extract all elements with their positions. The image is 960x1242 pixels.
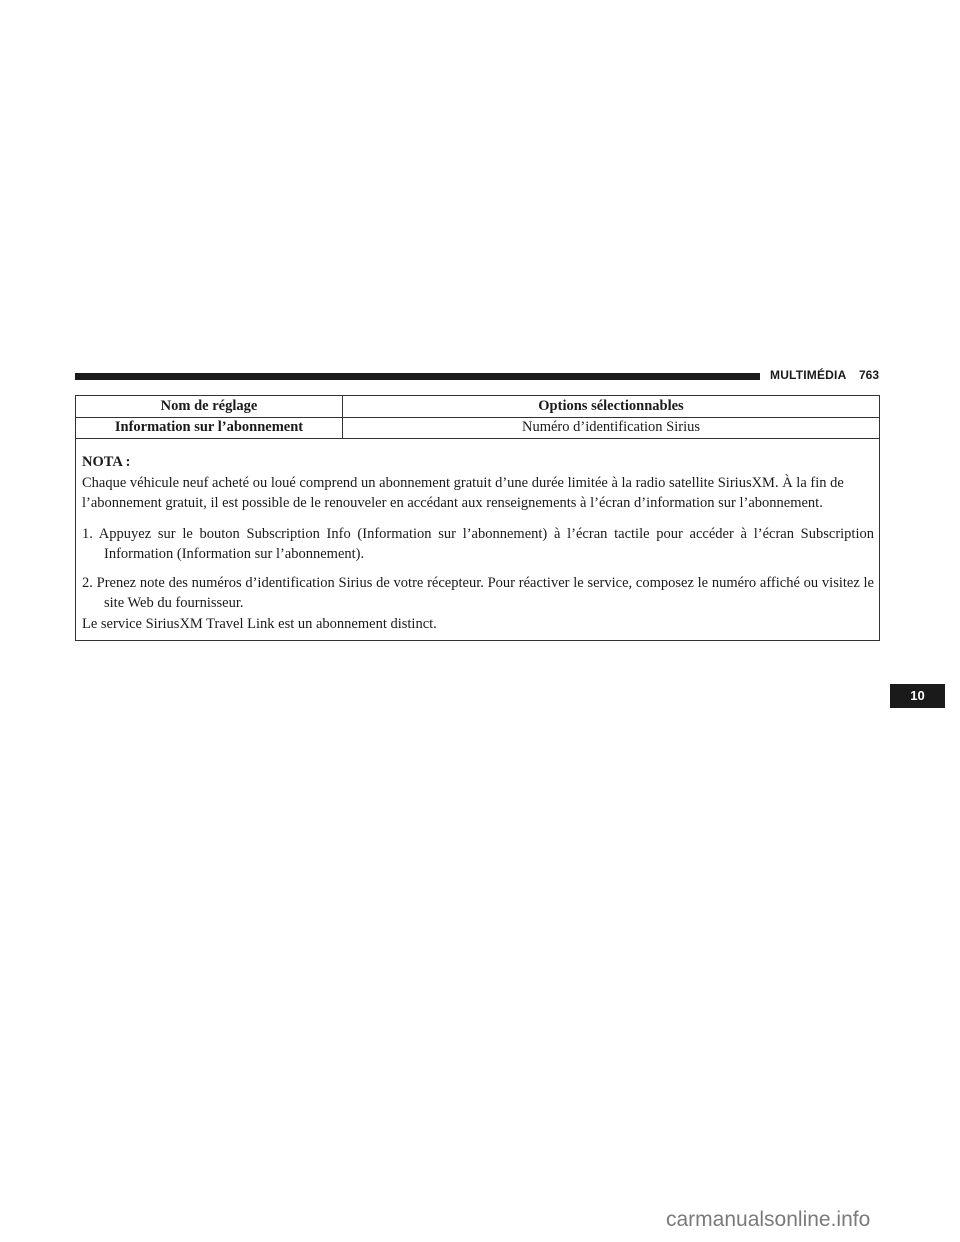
setting-name-cell: Information sur l’abonnement [114, 419, 304, 435]
header-rule [75, 373, 760, 380]
list-item: 2. Prenez note des numéros d’identification Sirius de votre récepteur. Pour réactiver le service, composez le numéro affiché ou visitez le site Web du fournisseur. [82, 574, 874, 611]
column-header-options: Options sélectionnables [342, 396, 879, 417]
list-item: 1. Appuyez sur le bouton Subscription Info (Information sur l’abonnement) à l’écran tactile pour accéder à l’écran Subscription Information (Information sur l’abonnement). [82, 525, 874, 562]
watermark: carmanualsonline.info [666, 1208, 871, 1231]
chapter-tab: 10 [890, 684, 945, 708]
table-header-row [76, 396, 879, 418]
closing-text: Le service SiriusXM Travel Link est un abonnement distinct. [82, 615, 437, 632]
settings-table-box [75, 395, 880, 641]
table-row [76, 417, 879, 439]
column-header-setting-name: Nom de réglage [160, 398, 258, 414]
note-text: Chaque véhicule neuf acheté ou loué comprend un abonnement gratuit d’une durée limitée à la radio satellite SiriusXM. À la fin de l’abonnement gratuit, il est possible de le renouveler en accédant aux renseignements à l’écran d’information sur l’abonnement. [82, 474, 844, 511]
page-number: 763 [859, 368, 880, 382]
note-label: NOTA : [82, 454, 131, 470]
steps-list [82, 524, 874, 614]
section-title: MULTIMÉDIA [770, 368, 847, 382]
setting-option-cell: Numéro d’identification Sirius [342, 417, 879, 438]
note-area [82, 452, 874, 634]
